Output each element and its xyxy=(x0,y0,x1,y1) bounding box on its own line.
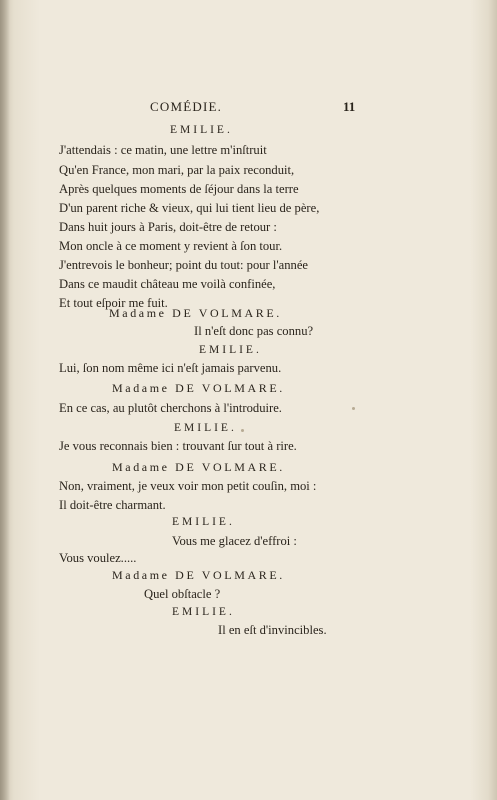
verse-line: D'un parent riche & vieux, qui lui tient lieu de père, xyxy=(59,201,320,215)
verse-line: Vous voulez..... xyxy=(59,551,137,565)
speaker-label: EMILIE. xyxy=(172,516,235,528)
verse-line: Je vous reconnais bien : trouvant ſur tout à rire. xyxy=(59,439,297,453)
verse-line: J'attendais : ce matin, une lettre m'inſtruit xyxy=(59,143,267,157)
verse-line: Après quelques moments de ſéjour dans la terre xyxy=(59,182,299,196)
speaker-label: EMILIE. xyxy=(172,606,235,618)
verse-line: Dans huit jours à Paris, doit-être de retour : xyxy=(59,220,277,234)
verse-line: En ce cas, au plutôt cherchons à l'introduire. xyxy=(59,401,282,415)
paper-blemish xyxy=(241,429,244,432)
speaker-label: Madame DE VOLMARE. xyxy=(112,381,285,395)
verse-line: Lui, ſon nom même ici n'eſt jamais parvenu. xyxy=(59,361,282,375)
speaker-label: EMILIE. xyxy=(170,124,233,136)
speaker-label: EMILIE. xyxy=(174,422,237,434)
verse-line: Il n'eſt donc pas connu? xyxy=(194,324,314,338)
speaker-label: Madame DE VOLMARE. xyxy=(112,568,285,582)
verse-line: Quel obſtacle ? xyxy=(144,587,221,601)
running-title: COMÉDIE. xyxy=(150,99,223,114)
verse-line: Dans ce maudit château me voilà confinée, xyxy=(59,277,276,291)
verse-line: Non, vraiment, je veux voir mon petit couſin, moi : xyxy=(59,479,317,493)
verse-line: J'entrevois le bonheur; point du tout: pour l'année xyxy=(59,258,309,272)
verse-line: Il doit-être charmant. xyxy=(59,498,166,512)
verse-line: Vous me glacez d'effroi : xyxy=(172,534,297,548)
verse-line: Mon oncle à ce moment y revient à ſon tour. xyxy=(59,239,283,253)
verse-line: Et tout eſpoir me fuit. xyxy=(59,296,168,310)
gutter-shadow xyxy=(0,0,10,800)
speaker-label: Madame DE VOLMARE. xyxy=(112,460,285,474)
verse-line: Qu'en France, mon mari, par la paix reconduit, xyxy=(59,163,295,177)
paper-blemish xyxy=(352,407,355,410)
page-number: 11 xyxy=(343,99,356,114)
speaker-label: Madame DE VOLMARE. xyxy=(109,306,282,320)
speaker-label: EMILIE. xyxy=(199,344,262,356)
verse-line: Il en eſt d'invincibles. xyxy=(218,623,327,637)
